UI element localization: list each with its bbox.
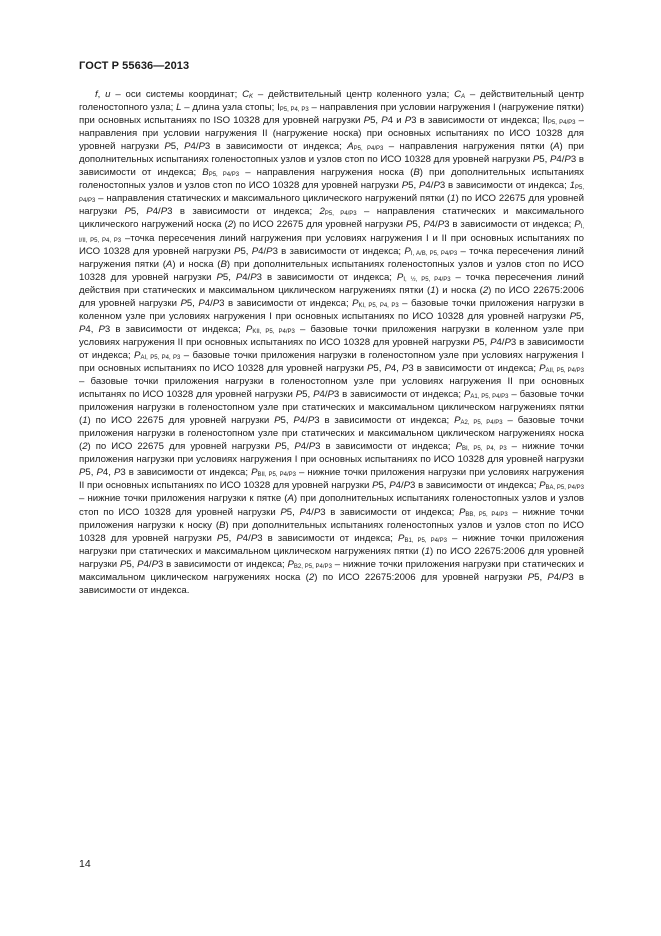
page-header-standard: ГОСТ Р 55636—2013 [79, 60, 190, 72]
figure-legend-paragraph: f, u – оси системы координат; $C_K$ – действительный центр коленного узла; $C_A$ – действительный центр голеностопного узла; L – длина узла стопы; $I_{P5, P4, P3}$ – направления при условии нагружения I (нагружение пятки) при основных испытаниях по ISO 10328 для уровней нагрузки P5, P4 и P3 в зависимости от индекса; $II_{P5, P4/P3}$ – направления при условии нагружения II (нагружение носка) при основных испытаниях по ИСО 10328 для уровней нагрузки P5, P4/P3 в зависимости от индекса; $A_{P5, P4/P3}$ – направления нагружения пятки (A) при дополнительных испытаниях голеностопных узлов и узлов стоп по ИСО 10328 для уровней нагрузки P5, P4/P3 в зависимости от индекса; $B_{P5, P4/P3}$ – направления нагружения носка (B) при дополнительных испытаниях голеностопных узлов и узлов стоп по ИСО 10328 для уровней нагрузки P5, P4/P3 в зависимости от индекса; $1_{P5, P4/P3}$ – направления статических и максимального циклического нагружений пятки (1) по ИСО 22675 для уровней нагрузки P5, P4/P3 в зависимости от индекса; $2_{P5, P4/P3}$ – направления статических и максимального циклического нагружений носка (2) по ИСО 22675 для уровней нагрузки P5, P4/P3 в зависимости от индекса; $P_{I, I/II, P5, P4, P3}$ –точка пересечения линий нагружения при условиях нагружения I и II при основных испытаниях по ИСО 10328 для уровней нагрузки P5, P4/P3 в зависимости от индекса; $P_{I, A/B, P5, P4/P3}$ – точка пересечения линий нагружения пятки (A) и носка (B) при дополнительных испытаниях голеностопных узлов и узлов стоп по ИСО 10328 для уровней нагрузки P5, P4/P3 в зависимости от индекса; $P_{I, \frac{1}{2}, P5, P4/P3}$ – точка пересечения линий действия при статических и максимальном циклическом нагружениях пятки (1) и носка (2) по ИСО 22675:2006 для уровней нагрузки P5, P4/P3 в зависимости от индекса; $P_{KI, P5, P4, P3}$ – базовые точки приложения нагрузки в коленном узле при условиях нагружения I при основных испытаниях по ИСО 10328 для уровней нагрузки P5, P4, P3 в зависимости от индекса; $P_{KII, P5, P4/P3}$ – базовые точки приложения нагрузки в коленном узле при условиях нагружения II при основных испытаниях по ИСО 10328 для уровней нагрузки P5, P4/P3 в зависимости от индекса; $P_{AI, P5, P4, P3}$ – базовые точки приложения нагрузки в голеностопном узле при условиях нагружения I при основных испытаниях по ИСО 10328 для уровней нагрузки P5, P4, P3 в зависимости от индекса; $P_{AII, P5, P4/P3}$ – базовые точки приложения нагрузки в голеностопном узле при условиях нагружения II при основных испытанях по ИСО 10328 для уровней нагрузки P5, P4/P3 в зависимости от индекса; $P_{A1, P5, P4/P3}$ – базовые точки приложения нагрузки в голеностопном узле при статических и максимальном циклическом нагружениях пятки (1) по ИСО 22675 для уровней нагрузки P5, P4/P3 в зависимости от индекса; $P_{A2, P5, P4/P3}$ – базовые точки приложения нагрузки в голеностопном узле при статических и максимальном циклическом нагружениях носка (2) по ИСО 22675 для уровней нагрузки P5, P4/P3 в зависимости от индекса; $P_{BI, P5, P4, P3}$ – нижние точки приложения нагрузки при условиях нагружения I при основных испытаниях по ИСО 10328 для уровней нагрузки P5, P4, P3 в зависимости от индекса; $P_{BII, P5, P4/P3}$ – нижние точки приложения нагрузки при условиях нагружения II при основных испытаниях по ИСО 10328 для уровней нагрузки P5, P4/P3 в зависимости от индекса; $P_{BA, P5, P4/P3}$ – нижние точки приложения нагрузки к пятке (A) при дополнительных испытаниях голеностопных узлов и узлов стоп по ИСО 10328 для уровней нагрузки P5, P4/P3 в зависимости от индекса; $P_{BB, P5, P4/P3}$ – нижние точки приложения нагрузки к носку (B) при дополнительных испытаниях голеностопных узлов и узлов стоп по ИСО 10328 для уровней нагрузки P5, P4/P3 в зависимости от индекса; $P_{B1, P5, P4/P3}$ – нижние точки приложения нагрузки при статических и максимальном циклическом нагружениях пятки (1) по ИСО 22675:2006 для уровней нагрузки P5, P4/P3 в зависимости от индекса; $P_{B2, P5, P4/P3}$ – нижние точки приложения нагрузки при статических и максимальном циклическом нагружениях носка (2) по ИСО 22675:2006 для уровней нагрузки P5, P4/P3 в зависимости от индекса. [79, 89, 585, 596]
page-number: 14 [79, 858, 91, 870]
